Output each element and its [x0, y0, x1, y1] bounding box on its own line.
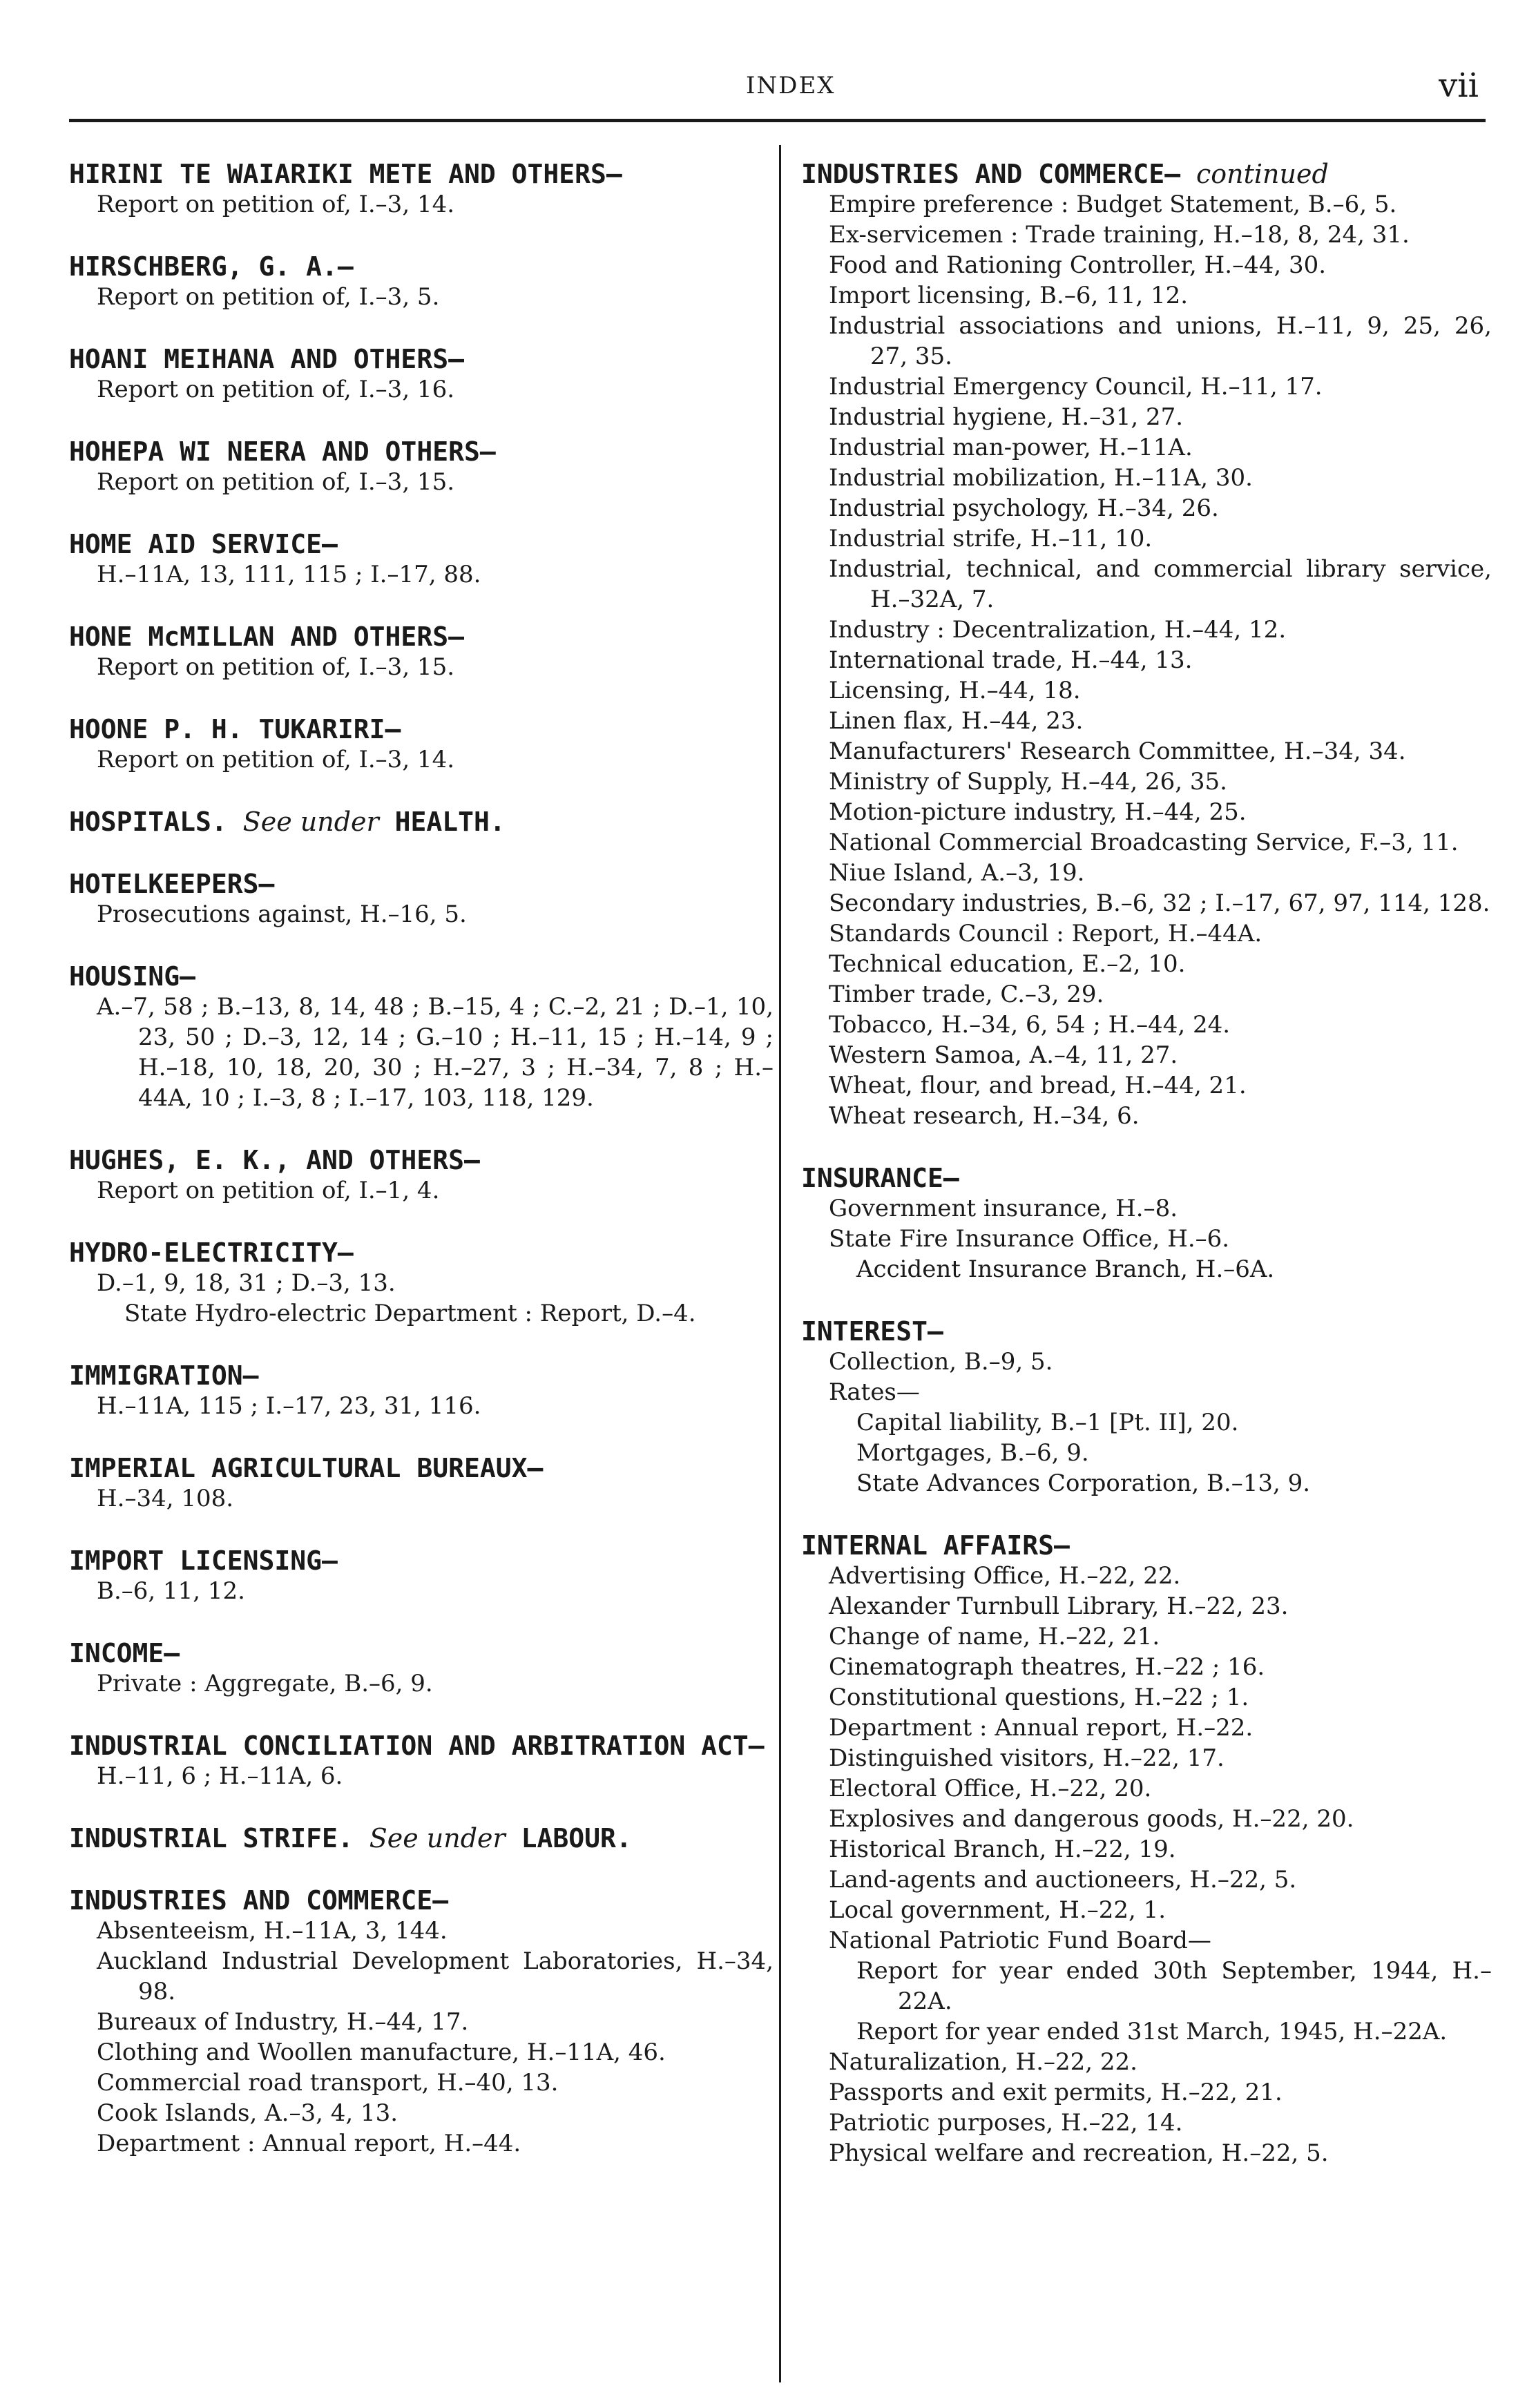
entry-subline: Niue Island, A.–3, 19.: [829, 859, 1085, 887]
entry-subline: Report on petition of, I.–3, 14.: [97, 746, 455, 773]
entry-heading: INTERNAL AFFAIRS—: [801, 1530, 1070, 1561]
entry-subline: Industrial man-power, H.–11A.: [829, 434, 1193, 461]
index-entry: [69, 714, 774, 775]
entry-subline: Report on petition of, I.–3, 14.: [97, 191, 455, 218]
page-header: [0, 0, 1527, 131]
entry-subline: Industrial mobilization, H.–11A, 30.: [829, 464, 1253, 492]
entry-subline: Tobacco, H.–34, 6, 54 ; H.–44, 24.: [829, 1011, 1231, 1039]
entry-subline: Advertising Office, H.–22, 22.: [829, 1562, 1181, 1590]
entry-subline: Distinguished visitors, H.–22, 17.: [829, 1744, 1225, 1772]
right-column: [801, 159, 1492, 2200]
entry-heading: HUGHES, E. K., AND OTHERS—: [69, 1145, 480, 1175]
entry-subline: Commercial road transport, H.–40, 13.: [97, 2069, 559, 2097]
entry-subline: Historical Branch, H.–22, 19.: [829, 1836, 1176, 1863]
entry-heading: HOSPITALS. See under HEALTH.: [69, 807, 506, 837]
entry-subline: Western Samoa, A.–4, 11, 27.: [829, 1041, 1178, 1069]
page-number: vii: [1439, 66, 1479, 105]
entry-subline: Empire preference : Budget Statement, B.–6, 5.: [829, 191, 1397, 218]
entry-subline: Motion-picture industry, H.–44, 25.: [829, 798, 1247, 826]
index-entry: [69, 1885, 774, 2159]
entry-subline: Collection, B.–9, 5.: [829, 1348, 1053, 1376]
index-entry: [69, 159, 774, 220]
entry-heading: INDUSTRIES AND COMMERCE—: [69, 1885, 449, 1916]
entry-subline: Wheat, flour, and bread, H.–44, 21.: [829, 1072, 1247, 1099]
entry-subline: Technical education, E.–2, 10.: [829, 950, 1186, 978]
entry-subline: Import licensing, B.–6, 11, 12.: [829, 282, 1189, 309]
entry-heading: INCOME—: [69, 1638, 180, 1668]
entry-heading: HOTELKEEPERS—: [69, 869, 275, 899]
index-entry: [69, 622, 774, 682]
entry-subline: Rates—: [829, 1378, 920, 1406]
index-entry: [69, 344, 774, 405]
entry-heading: IMPERIAL AGRICULTURAL BUREAUX—: [69, 1453, 544, 1483]
index-entry: [69, 961, 774, 1113]
entry-subline: Food and Rationing Controller, H.–44, 30.: [829, 251, 1327, 279]
entry-heading: HOUSING—: [69, 961, 196, 992]
entry-subline: Report on petition of, I.–3, 5.: [97, 283, 440, 311]
entry-subline: Industrial Emergency Council, H.–11, 17.: [829, 373, 1323, 401]
entry-subline: Clothing and Woollen manufacture, H.–11A, 46.: [97, 2039, 666, 2066]
see-under-note: See under: [242, 807, 379, 837]
entry-subline: Constitutional questions, H.–22 ; 1.: [829, 1684, 1249, 1711]
entry-subline: Department : Annual report, H.–44.: [97, 2130, 521, 2157]
entry-subline: Cook Islands, A.–3, 4, 13.: [97, 2099, 398, 2127]
entry-subline: Industrial hygiene, H.–31, 27.: [829, 403, 1184, 431]
entry-subline: Report on petition of, I.–1, 4.: [97, 1177, 440, 1204]
entry-subline: B.–6, 11, 12.: [97, 1577, 245, 1605]
index-entry: [69, 1145, 774, 1206]
entry-heading: HOME AID SERVICE—: [69, 529, 338, 559]
entry-subline: Local government, H.–22, 1.: [829, 1896, 1166, 1924]
entry-subline: Wheat research, H.–34, 6.: [829, 1102, 1140, 1130]
entry-subline: Manufacturers' Research Committee, H.–34, 34.: [829, 738, 1406, 765]
entry-subline: Report on petition of, I.–3, 16.: [97, 376, 455, 403]
entry-heading: HIRSCHBERG, G. A.—: [69, 251, 354, 282]
entry-subsubline: Mortgages, B.–6, 9.: [856, 1439, 1089, 1467]
entry-heading: HYDRO-ELECTRICITY—: [69, 1237, 354, 1268]
index-entry: [801, 1163, 1492, 1284]
entry-subline: Explosives and dangerous goods, H.–22, 20.: [829, 1805, 1354, 1833]
entry-subline: Industry : Decentralization, H.–44, 12.: [829, 616, 1287, 644]
entry-heading: IMMIGRATION—: [69, 1360, 259, 1391]
entry-subline: A.–7, 58 ; B.–13, 8, 14, 48 ; B.–15, 4 ; C.–2, 21 ; D.–1, 10, 23, 50 ; D.–3, 12, 14 ; G.–10 ; H.–11, 15 ; H.–14, 9 ; H.–18, 10, 18, 20, 30 ; H.–27, 3 ; H.–34, 7, 8 ; H.–44A, 10 ; I.–3, 8 ; I.–17, 103, 118, 129.: [97, 993, 774, 1112]
entry-subline: State Fire Insurance Office, H.–6.: [829, 1225, 1230, 1253]
entry-subline: Report on petition of, I.–3, 15.: [97, 468, 455, 496]
entry-subline: Private : Aggregate, B.–6, 9.: [97, 1670, 433, 1697]
entry-heading: INTEREST—: [801, 1316, 943, 1347]
index-entry: [69, 1731, 774, 1791]
entry-subsubline: State Advances Corporation, B.–13, 9.: [856, 1470, 1311, 1497]
index-entry: [69, 1360, 774, 1421]
entry-subline: Absenteeism, H.–11A, 3, 144.: [97, 1917, 448, 1945]
left-column: [69, 159, 774, 2190]
entry-subsubline: Report for year ended 31st March, 1945, H.–22A.: [856, 2018, 1448, 2045]
entry-subline: Land-agents and auctioneers, H.–22, 5.: [829, 1866, 1297, 1894]
index-entry: [801, 1316, 1492, 1499]
entry-subline: National Patriotic Fund Board—: [829, 1927, 1211, 1954]
entry-heading: HIRINI TE WAIARIKI METE AND OTHERS—: [69, 159, 622, 189]
entry-subline: Timber trade, C.–3, 29.: [829, 981, 1104, 1008]
entry-subline: Electoral Office, H.–22, 20.: [829, 1775, 1152, 1802]
entry-heading: INDUSTRIES AND COMMERCE— continued: [801, 159, 1329, 189]
index-entry: [69, 1823, 774, 1853]
entry-subline: Standards Council : Report, H.–44A.: [829, 920, 1262, 947]
index-entry: [69, 807, 774, 837]
header-rule: [69, 119, 1486, 122]
entry-subline: International trade, H.–44, 13.: [829, 646, 1193, 674]
entry-subline: Linen flax, H.–44, 23.: [829, 707, 1084, 735]
entry-subsubline: Report for year ended 30th September, 1944, H.–22A.: [856, 1957, 1492, 2015]
entry-subline: H.–34, 108.: [97, 1485, 234, 1512]
index-entry: [69, 251, 774, 312]
entry-subline: Industrial associations and unions, H.–11, 9, 25, 26, 27, 35.: [829, 312, 1492, 370]
entry-subline: Physical welfare and recreation, H.–22, 5.: [829, 2139, 1329, 2167]
index-entry: [69, 1453, 774, 1514]
index-entry: [801, 1530, 1492, 2168]
entry-subline: Patriotic purposes, H.–22, 14.: [829, 2109, 1183, 2137]
entry-heading: INSURANCE—: [801, 1163, 959, 1193]
entry-subline: D.–1, 9, 18, 31 ; D.–3, 13.: [97, 1269, 396, 1297]
entry-subline: H.–11A, 13, 111, 115 ; I.–17, 88.: [97, 561, 481, 588]
entry-subline: Department : Annual report, H.–22.: [829, 1714, 1254, 1742]
entry-subline: Industrial, technical, and commercial library service, H.–32A, 7.: [829, 555, 1492, 613]
entry-subline: Licensing, H.–44, 18.: [829, 677, 1081, 704]
entry-subline: Government insurance, H.–8.: [829, 1195, 1178, 1222]
index-entry: [69, 436, 774, 497]
entry-heading: HOONE P. H. TUKARIRI—: [69, 714, 401, 744]
index-entry: [69, 1545, 774, 1606]
entry-subline: Ex-servicemen : Trade training, H.–18, 8, 24, 31.: [829, 221, 1410, 249]
entry-subsubline: State Hydro-electric Department : Report, D.–4.: [124, 1300, 696, 1327]
entry-subline: Bureaux of Industry, H.–44, 17.: [97, 2008, 469, 2036]
entry-heading: INDUSTRIAL STRIFE. See under LABOUR.: [69, 1823, 632, 1853]
entry-heading: HOANI MEIHANA AND OTHERS—: [69, 344, 464, 374]
entry-subline: Report on petition of, I.–3, 15.: [97, 653, 455, 681]
entry-subline: Alexander Turnbull Library, H.–22, 23.: [829, 1592, 1289, 1620]
see-under-note: continued: [1195, 159, 1329, 189]
entry-subline: Passports and exit permits, H.–22, 21.: [829, 2079, 1283, 2106]
entry-subline: Change of name, H.–22, 21.: [829, 1623, 1160, 1650]
entry-subline: Prosecutions against, H.–16, 5.: [97, 900, 467, 928]
page-title: INDEX: [746, 72, 836, 99]
index-entry: [69, 1638, 774, 1699]
entry-subline: Industrial psychology, H.–34, 26.: [829, 494, 1219, 522]
entry-subline: National Commercial Broadcasting Service, F.–3, 11.: [829, 829, 1459, 856]
entry-subsubline: Accident Insurance Branch, H.–6A.: [856, 1255, 1275, 1283]
column-divider: [779, 145, 781, 2382]
see-under-note: See under: [369, 1823, 506, 1853]
entry-heading: IMPORT LICENSING—: [69, 1545, 338, 1576]
entry-heading: INDUSTRIAL CONCILIATION AND ARBITRATION ACT—: [69, 1731, 765, 1761]
entry-subline: Industrial strife, H.–11, 10.: [829, 525, 1153, 552]
entry-subsubline: Capital liability, B.–1 [Pt. II], 20.: [856, 1409, 1239, 1436]
index-entry: [69, 529, 774, 590]
entry-subline: H.–11, 6 ; H.–11A, 6.: [97, 1762, 343, 1790]
index-entry: [69, 869, 774, 930]
index-entry: [69, 1237, 774, 1329]
entry-subline: Ministry of Supply, H.–44, 26, 35.: [829, 768, 1227, 796]
entry-subline: Secondary industries, B.–6, 32 ; I.–17, 67, 97, 114, 128.: [829, 889, 1490, 917]
entry-subline: H.–11A, 115 ; I.–17, 23, 31, 116.: [97, 1392, 481, 1420]
entry-subline: Cinematograph theatres, H.–22 ; 16.: [829, 1653, 1265, 1681]
entry-subline: Auckland Industrial Development Laboratories, H.–34, 98.: [97, 1947, 774, 2005]
index-entry: [801, 159, 1492, 1131]
entry-heading: HONE McMILLAN AND OTHERS—: [69, 622, 464, 652]
entry-subline: Naturalization, H.–22, 22.: [829, 2048, 1137, 2076]
entry-heading: HOHEPA WI NEERA AND OTHERS—: [69, 436, 496, 467]
